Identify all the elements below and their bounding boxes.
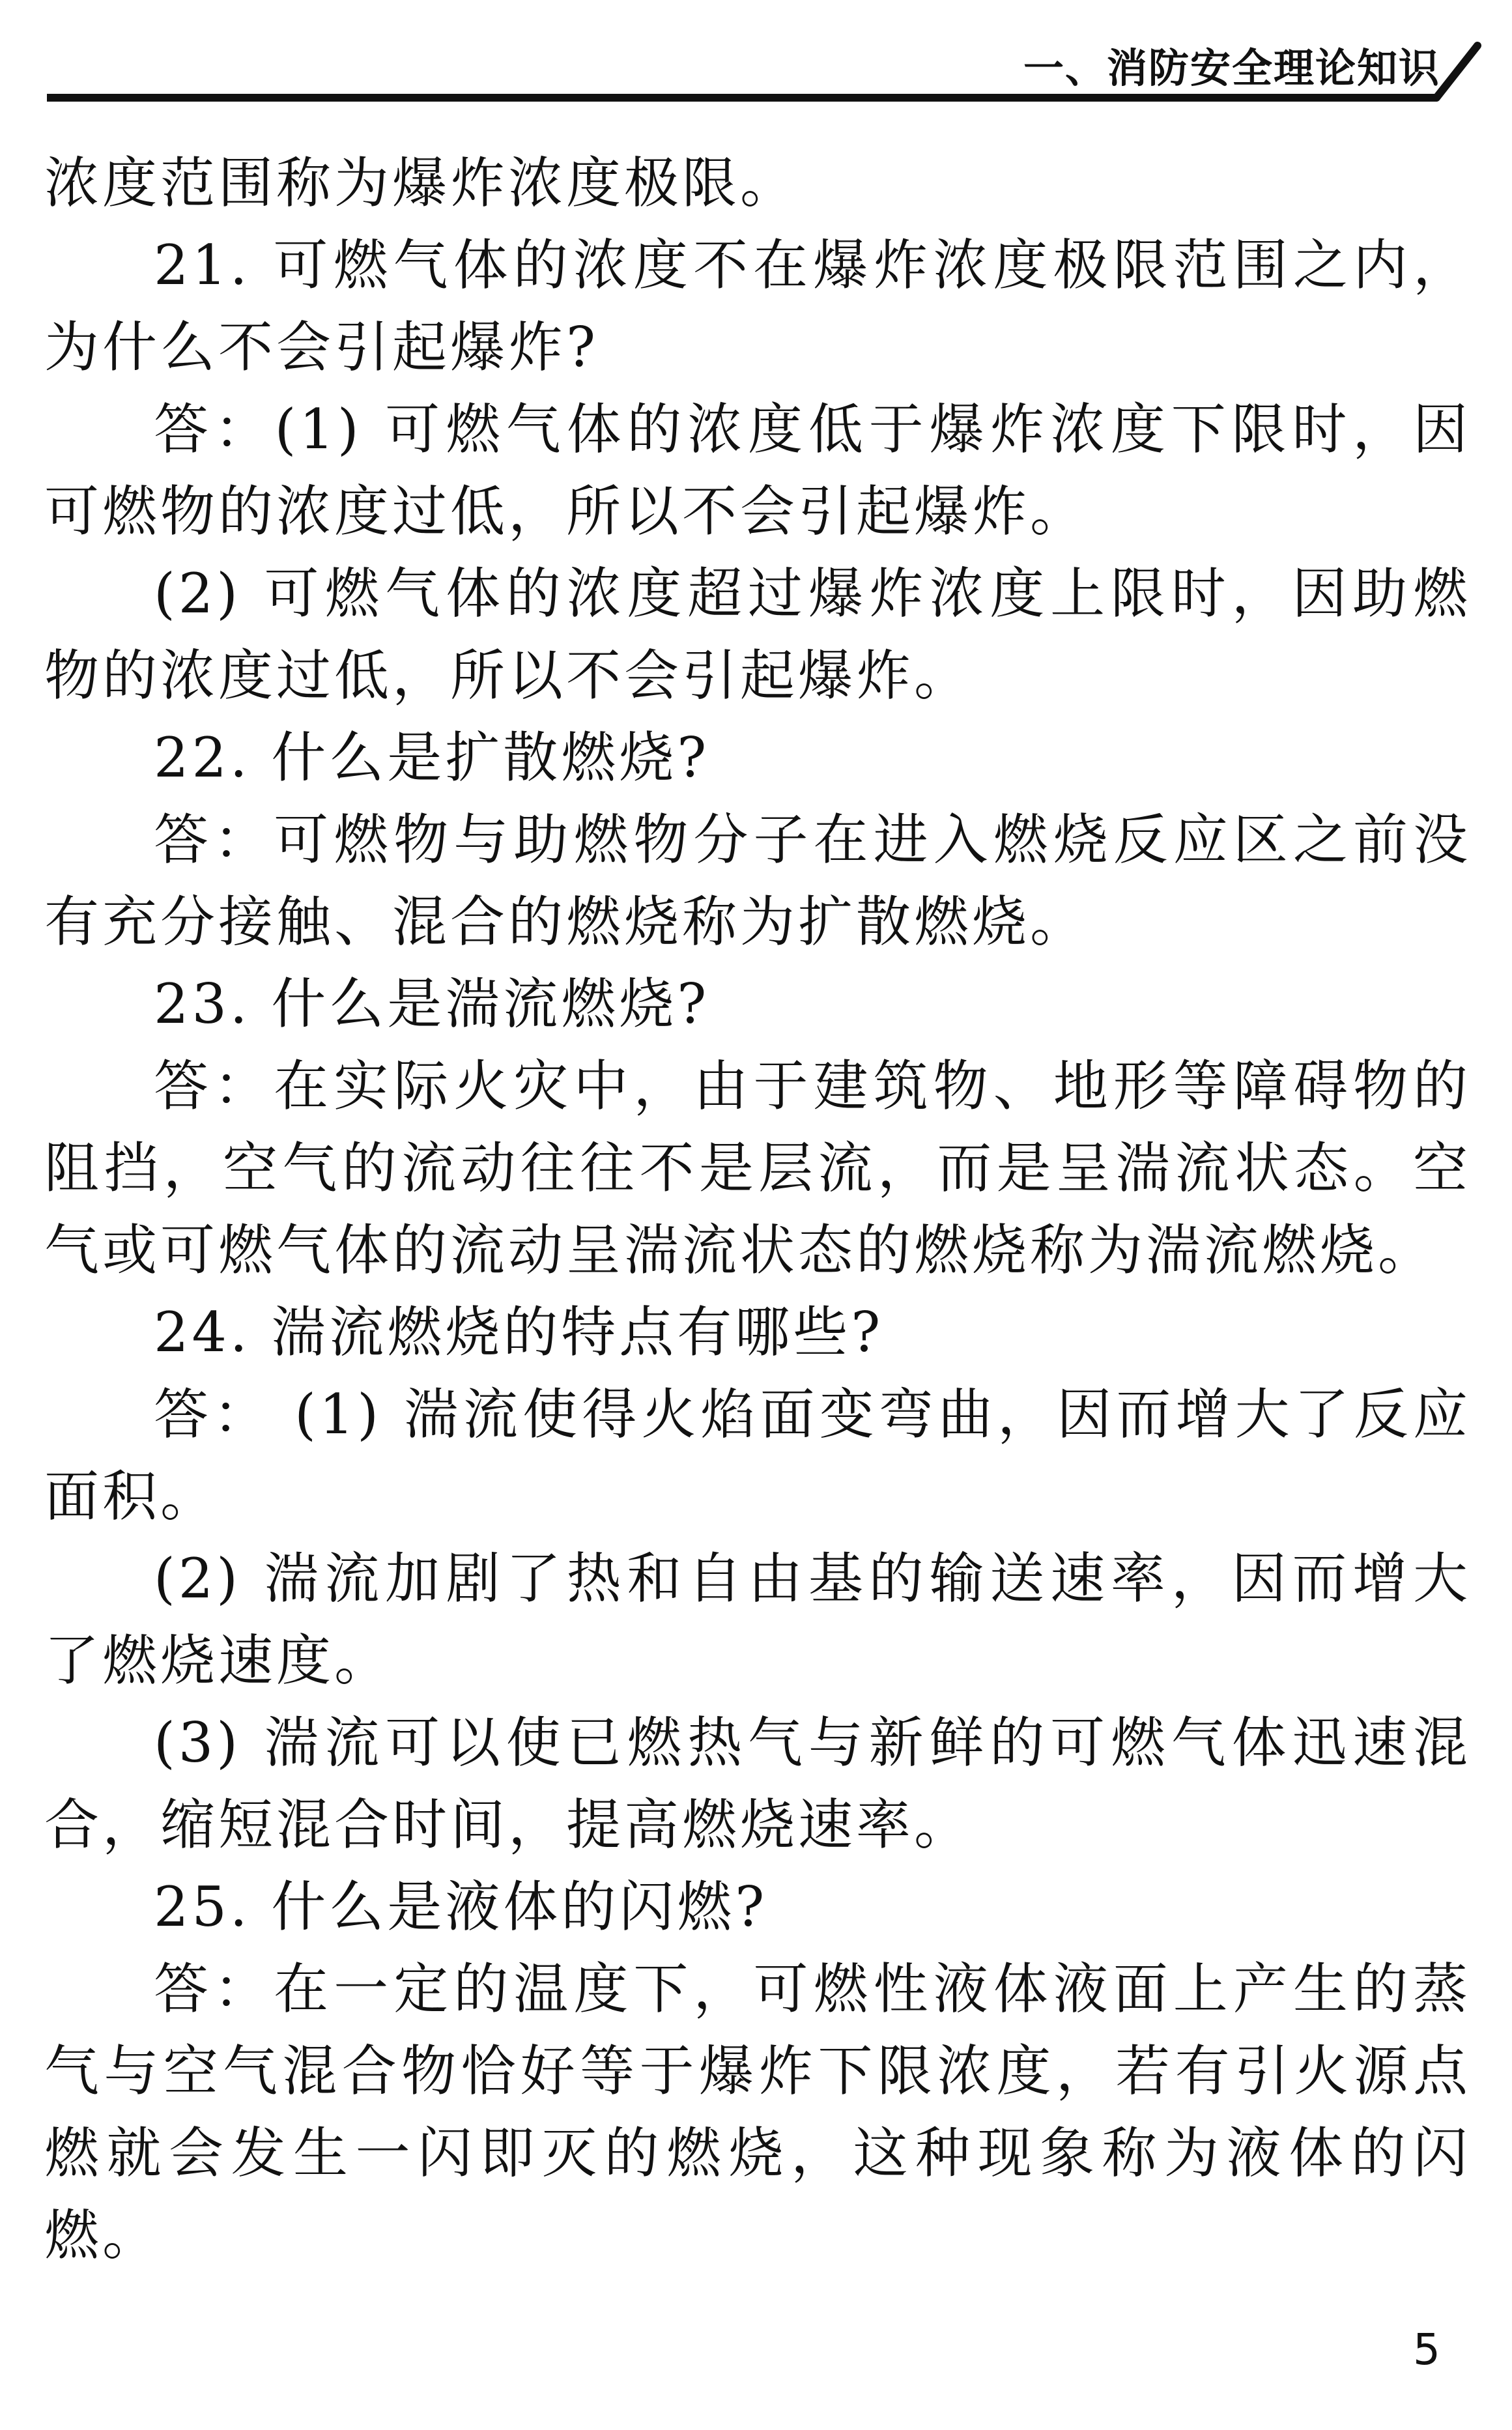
answer-24-part-1: 答： (1) 湍流使得火焰面变弯曲，因而增大了反应面积。 xyxy=(44,1382,1471,1528)
answer-21-part-1: 答：(1) 可燃气体的浓度低于爆炸浓度下限时，因可燃物的浓度过低，所以不会引起爆炸。 xyxy=(44,397,1471,543)
header-rule xyxy=(0,0,1512,111)
answer-24-part-3: (3) 湍流可以使已燃热气与新鲜的可燃气体迅速混合，缩短混合时间，提高燃烧速率。 xyxy=(44,1711,1471,1857)
question-23: 23. 什么是湍流燃烧? xyxy=(154,972,710,1036)
section-title: 一、消防安全理论知识 xyxy=(1023,44,1440,92)
page-body xyxy=(44,142,1471,2276)
answer-25: 答：在一定的温度下，可燃性液体液面上产生的蒸气与空气混合物恰好等于爆炸下限浓度，若有引火源点燃就会发生一闪即灭的燃烧，这种现象称为液体的闪燃。 xyxy=(44,1957,1471,2267)
page-header xyxy=(0,0,1512,111)
answer-21-part-2: (2) 可燃气体的浓度超过爆炸浓度上限时，因助燃物的浓度过低，所以不会引起爆炸。 xyxy=(44,562,1471,708)
question-22: 22. 什么是扩散燃烧? xyxy=(154,726,710,790)
page-number: 5 xyxy=(1413,2324,1440,2375)
answer-24-part-2: (2) 湍流加剧了热和自由基的输送速率，因而增大了燃烧速度。 xyxy=(44,1547,1471,1693)
question-24: 24. 湍流燃烧的特点有哪些? xyxy=(154,1300,884,1364)
answer-23: 答：在实际火灾中，由于建筑物、地形等障碍物的阻挡，空气的流动往往不是层流，而是呈湍流状态。空气或可燃气体的流动呈湍流状态的燃烧称为湍流燃烧。 xyxy=(44,1054,1471,1282)
paragraph: 浓度范围称为爆炸浓度极限。 xyxy=(44,151,799,215)
answer-22: 答：可燃物与助燃物分子在进入燃烧反应区之前没有充分接触、混合的燃烧称为扩散燃烧。 xyxy=(44,808,1471,954)
question-25: 25. 什么是液体的闪燃? xyxy=(154,1875,768,1939)
question-21: 21. 可燃气体的浓度不在爆炸浓度极限范围之内，为什么不会引起爆炸? xyxy=(44,233,1471,379)
